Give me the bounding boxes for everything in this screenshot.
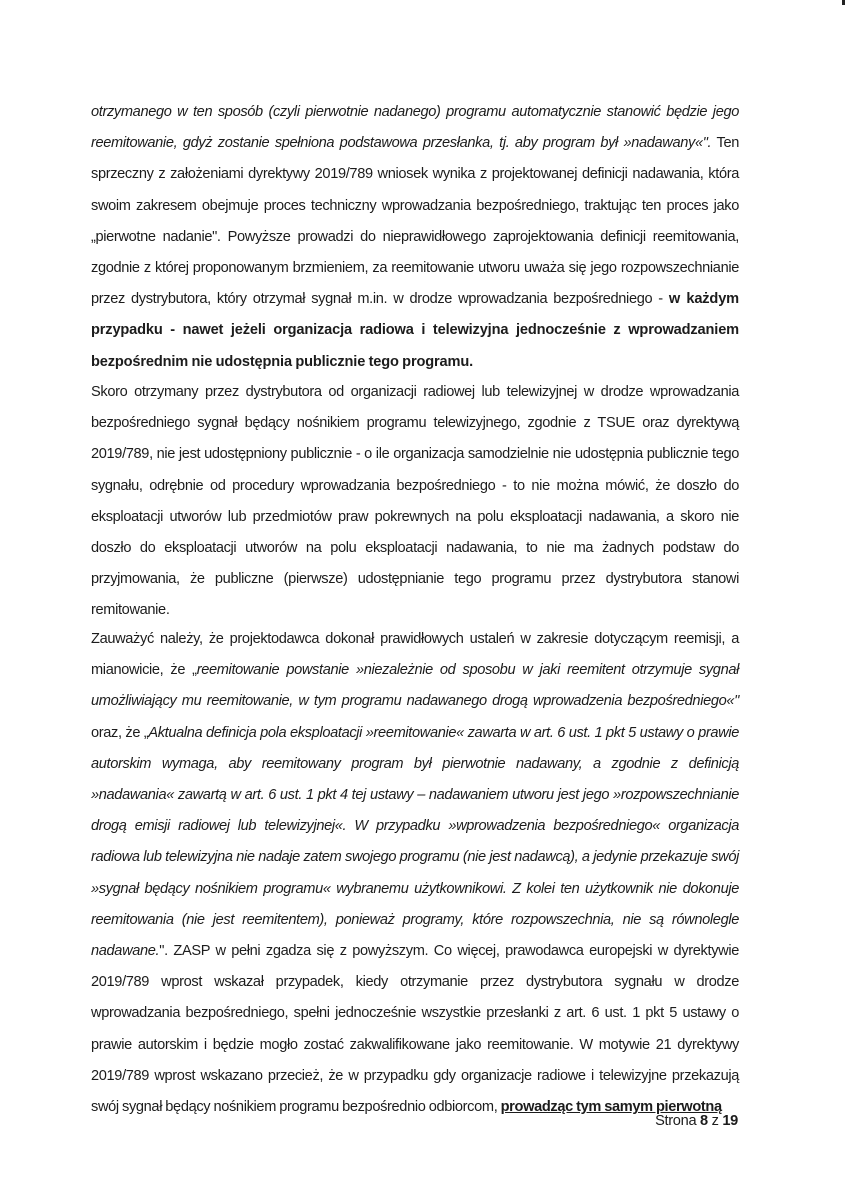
total-pages-number: 19 xyxy=(722,1113,738,1129)
paragraph-3 xyxy=(91,624,739,1123)
paragraph-1 xyxy=(91,97,739,378)
footer-prefix: Strona xyxy=(655,1113,701,1129)
text-run: . xyxy=(469,353,473,370)
text-run: Zauważyć należy, że projektodawca dokonał prawidłowych ustaleń w zakresie dotyczącym reemisji, a mianowicie, że „ xyxy=(91,631,739,679)
bold-emphasis: w każdym przypadku - nawet jeżeli organizacja radiowa i telewizyjna jednocześnie z wprowadzaniem bezpośrednim nie udostępnia publicznie tego programu xyxy=(91,291,739,370)
page-number-footer xyxy=(655,1113,738,1129)
scan-mark xyxy=(842,0,845,5)
paragraph-2: Skoro otrzymany przez dystrybutora od organizacji radiowej lub telewizyjnej w drodze wprowadzania bezpośredniego sygnał będący nośnikiem programu telewizyjnego, zgodnie z TSUE oraz dyrektywą 2019/789, nie jest udostępniony publicznie - o ile organizacja samodzielnie nie udostępnia publicznie tego sygnału, odrębnie od procedury wprowadzania bezpośredniego - to nie można mówić, że doszło do eksploatacji utworów lub przedmiotów praw pokrewnych na polu eksploatacji nadawania, a skoro nie doszło do eksploatacji utworów na polu eksploatacji nadawania, to nie ma żadnych podstaw do przyjmowania, że publiczne (pierwsze) udostępnianie tego programu przez dystrybutora stanowi remitowanie. xyxy=(91,384,739,619)
text-run: oraz, że „ xyxy=(91,724,149,741)
current-page-number: 8 xyxy=(700,1113,708,1129)
italic-quote: Aktualna definicja pola eksploatacji »reemitowanie« zawarta w art. 6 ust. 1 pkt 5 ustawy o prawie autorskim wymaga, aby reemitowany program był pierwotnie nadawany, a zgodnie z definicją »nadawania« zawartą w art. 6 ust. 1 pkt 4 tej ustawy – nadawaniem utworu jest jego »rozpowszechnianie drogą emisji radiowej lub telewizyjnej«. W przypadku »wprowadzenia bezpośredniego« organizacja radiowa lub telewizyjna nie nadaje zatem swojego programu (nie jest nadawcą), a jedynie przekazuje swój »sygnał będący nośnikiem programu« wybranemu użytkownikowi. Z kolei ten użytkownik nie dokonuje reemitowania (nie jest reemitentem), ponieważ programy, które rozpowszechnia, nie są równolegle nadawane. xyxy=(91,724,739,960)
footer-separator: z xyxy=(707,1113,723,1129)
text-run: Ten sprzeczny z założeniami dyrektywy 2019/789 wniosek wynika z projektowanej definicji nadawania, która swoim zakresem obejmuje proces techniczny wprowadzania bezpośredniego, traktując ten proces jako „pierwotne nadanie". Powyższe prowadzi do nieprawidłowego zaprojektowania definicji reemitowania, zgodnie z której proponowanym brzmieniem, za reemitowanie utworu uważa się jego rozpowszechnianie przez dystrybutora, który otrzymał sygnał m.in. w drodze wprowadzania bezpośredniego - xyxy=(91,135,739,308)
text-run: ". ZASP w pełni zgadza się z powyższym. Co więcej, prawodawca europejski w dyrektywie 2019/789 wprost wskazał przypadek, kiedy otrzymanie przez dystrybutora sygnału w drodze wprowadzania bezpośredniego, spełni jednocześnie wszystkie przesłanki z art. 6 ust. 1 pkt 5 ustawy o prawie autorskim i będzie mogło zostać zakwalifikowane jako reemitowanie. W motywie 21 dyrektywy 2019/789 wprost wskazano przecież, że w przypadku gdy organizacje radiowe i telewizyjne przekazują swój sygnał będący nośnikiem programu bezpośrednio odbiorcom, xyxy=(91,943,739,1116)
bold-underline-emphasis: prowadząc tym samym pierwotną xyxy=(500,1099,722,1116)
italic-quote: otrzymanego w ten sposób (czyli pierwotnie nadanego) programu automatycznie stanowić będzie jego reemitowanie, gdyż zostanie spełniona podstawowa przesłanka, tj. aby program był »nadawany«". xyxy=(91,104,739,152)
italic-quote: reemitowanie powstanie »niezależnie od sposobu w jaki reemitent otrzymuje sygnał umożliwiający mu reemitowanie, w tym programu nadawanego drogą wprowadzenia bezpośredniego«" xyxy=(91,662,739,710)
